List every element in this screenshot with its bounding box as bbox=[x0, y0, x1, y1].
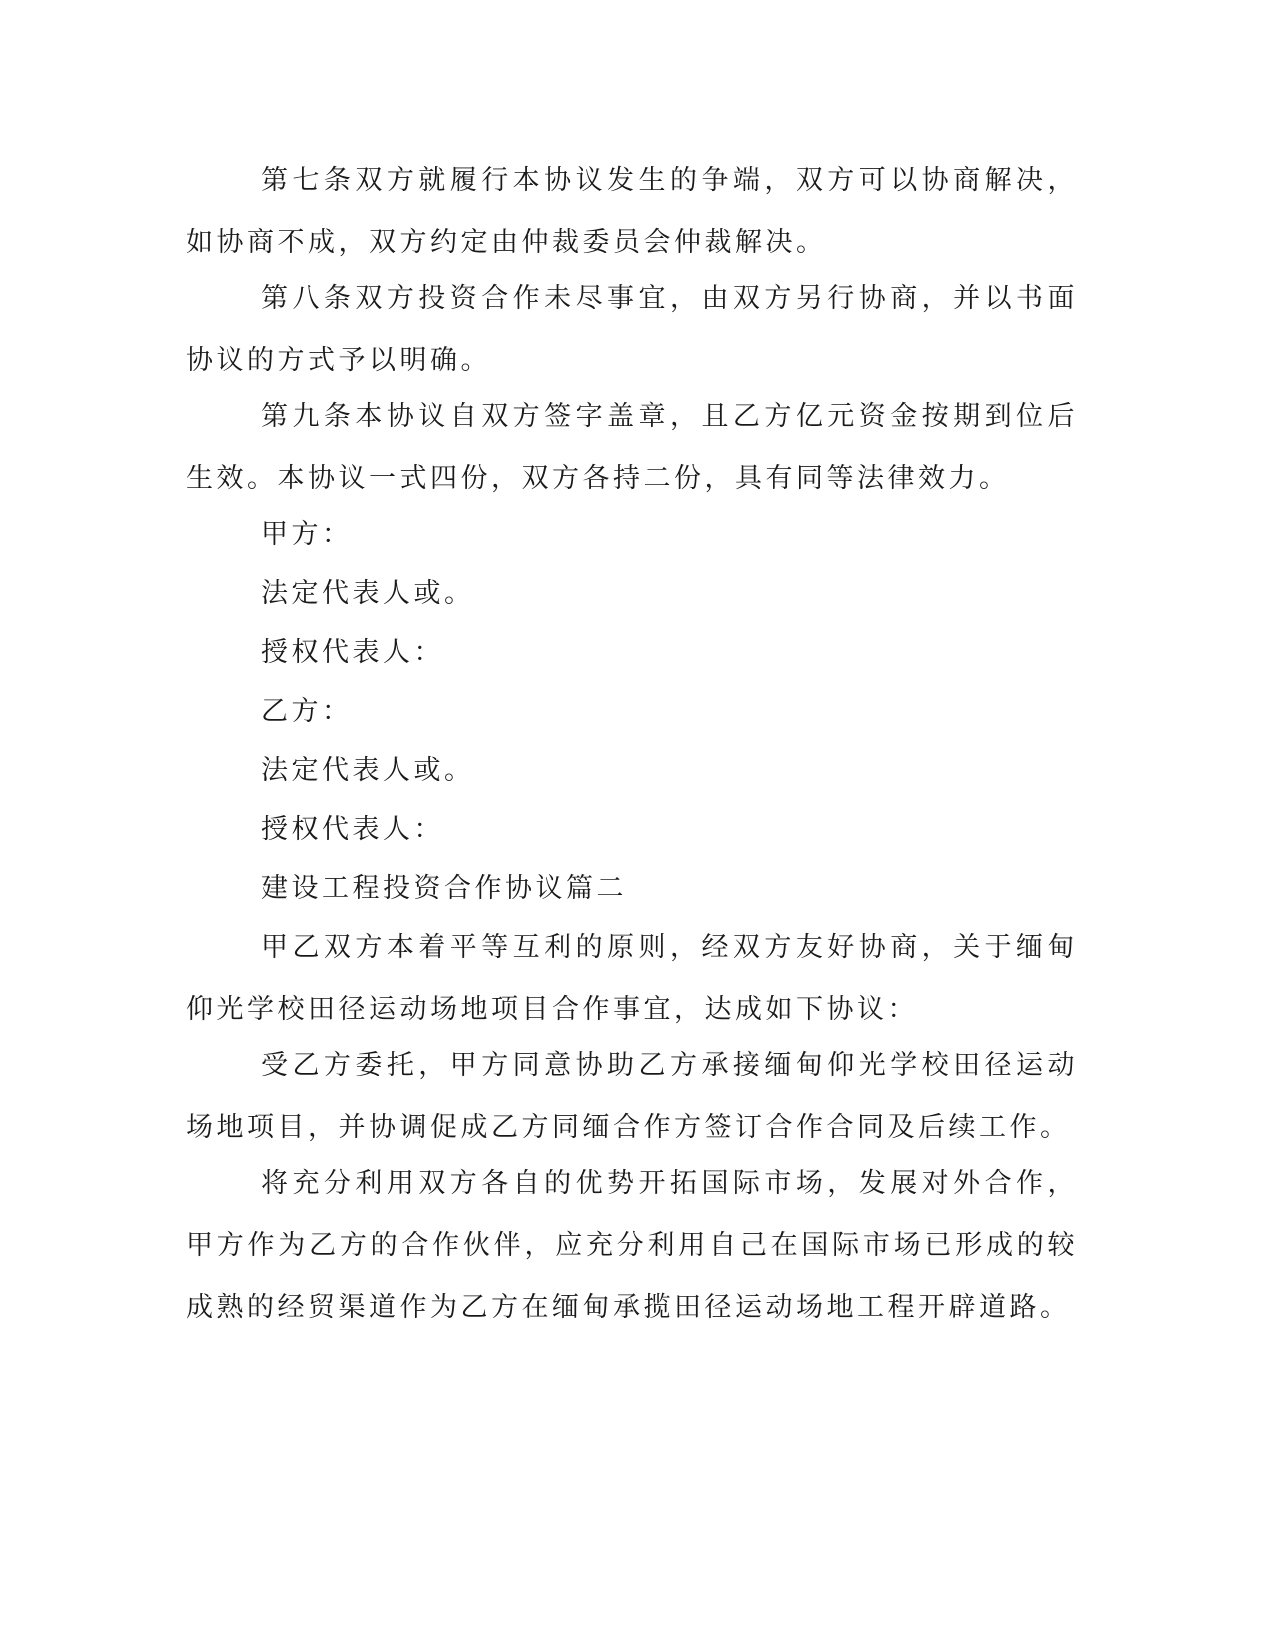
article-7-paragraph: 第七条双方就履行本协议发生的争端，双方可以协商解决，如协商不成，双方约定由仲裁委员会仲裁解决。 bbox=[186, 165, 1078, 258]
party-b-legal-representative: 法定代表人或。 bbox=[261, 755, 475, 786]
article-9-paragraph: 第九条本协议自双方签字盖章，且乙方亿元资金按期到位后生效。本协议一式四份，双方各持二份，具有同等法律效力。 bbox=[186, 401, 1078, 494]
cooperation-paragraph: 将充分利用双方各自的优势开拓国际市场，发展对外合作，甲方作为乙方的合作伙伴，应充分利用自己在国际市场已形成的较成熟的经贸渠道作为乙方在缅甸承揽田径运动场地工程开辟道路。 bbox=[186, 1168, 1078, 1323]
agreement-intro-paragraph: 甲乙双方本着平等互利的原则，经双方友好协商，关于缅甸仰光学校田径运动场地项目合作事宜，达成如下协议： bbox=[186, 932, 1078, 1025]
party-a-legal-representative: 法定代表人或。 bbox=[261, 578, 475, 609]
article-8-paragraph: 第八条双方投资合作未尽事宜，由双方另行协商，并以书面协议的方式予以明确。 bbox=[186, 283, 1078, 376]
party-a-authorized-representative: 授权代表人： bbox=[261, 637, 444, 668]
section-heading: 建设工程投资合作协议篇二 bbox=[261, 873, 627, 904]
party-b-authorized-representative: 授权代表人： bbox=[261, 814, 444, 845]
commission-paragraph: 受乙方委托，甲方同意协助乙方承接缅甸仰光学校田径运动场地项目，并协调促成乙方同缅合作方签订合作合同及后续工作。 bbox=[186, 1050, 1078, 1143]
party-b-label: 乙方： bbox=[261, 696, 353, 727]
party-a-label: 甲方： bbox=[261, 519, 353, 550]
